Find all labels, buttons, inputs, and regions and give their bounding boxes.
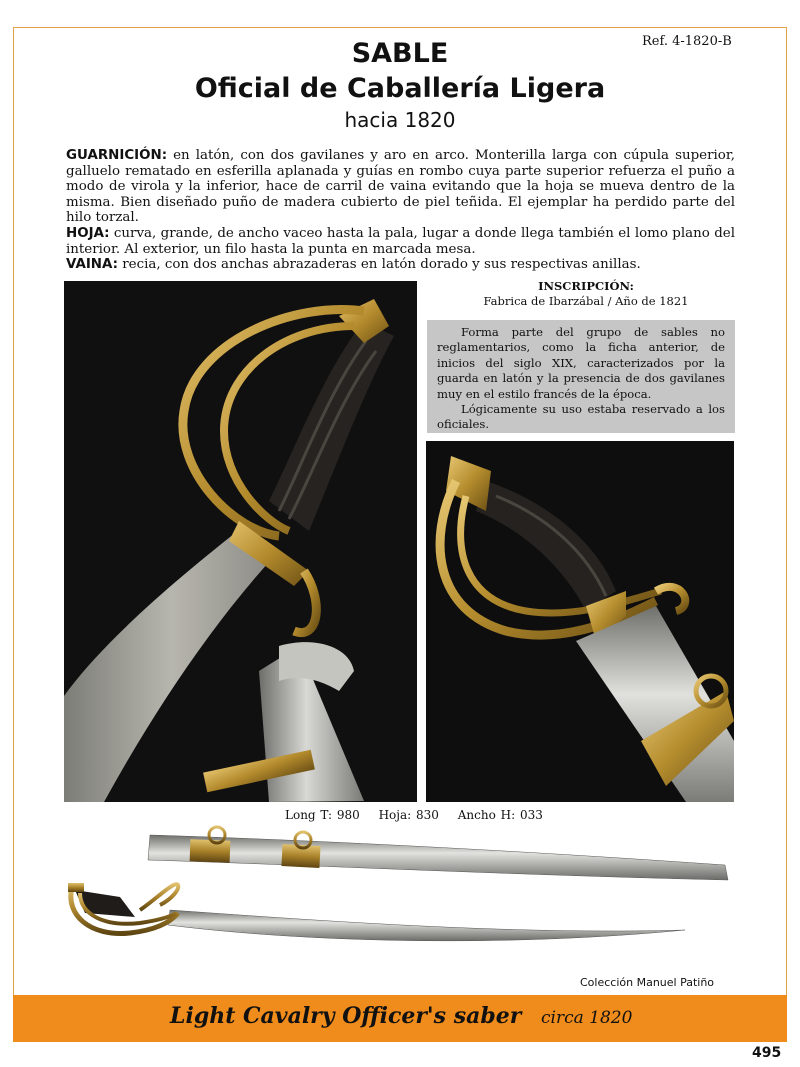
dimension-blade-width: Ancho H: 033 — [457, 808, 543, 822]
note-paragraph: Lógicamente su uso estaba reservado a los oficiales. — [437, 402, 725, 432]
full-saber-photo — [60, 825, 740, 975]
description-paragraph-vaina — [66, 257, 735, 273]
description-text: curva, grande, de ancho vaceo hasta la pala, lugar a donde llega también el lomo plano del interior. Al exterior, un filo hasta la punta en marcada mesa. — [66, 225, 735, 257]
guard-detail-photo — [426, 441, 734, 802]
description-label: GUARNICIÓN: — [66, 148, 168, 163]
dimension-blade-length: Hoja: 830 — [378, 808, 439, 822]
description-label: VAINA: — [66, 257, 118, 273]
inscription-text: Fabrica de Ibarzábal / Año de 1821 — [483, 294, 689, 308]
english-date: circa 1820 — [541, 1008, 633, 1028]
description-block — [66, 148, 735, 273]
page-title: SABLE — [351, 38, 449, 69]
english-title: Light Cavalry Officer's saber — [170, 1003, 522, 1029]
dimension-total-length: Long T: 980 — [285, 808, 360, 822]
dimensions-line — [285, 808, 557, 822]
description-text: en latón, con dos gavilanes y aro en arco. Monterilla larga con cúpula superior, galluelo rematado en esferilla aplanada y guías en rombo cuya parte superior refuerza el puño a modo de virola y la inferior, hace de carril de vaina evitando que la hoja se mueva dentro de la misma. Bien diseñado puño de madera cubierto de piel teñida. El ejemplar ha perdido parte del hilo torzal. — [66, 148, 735, 226]
date-subtitle: hacia 1820 — [344, 108, 456, 132]
inscription-title: INSCRIPCIÓN: — [538, 279, 634, 293]
note-paragraph: Forma parte del grupo de sables no reglamentarios, como la ficha anterior, de inicios del siglo XIX, caracterizados por la guarda en latón y la presencia de dos gavilanes muy en el estilo francés de la época. — [437, 325, 725, 401]
description-text: recia, con dos anchas abrazaderas en latón dorado y sus respectivas anillas. — [117, 257, 641, 273]
description-label: HOJA: — [66, 225, 110, 241]
description-paragraph-guarnicion — [66, 148, 735, 226]
hilt-closeup-photo — [64, 281, 417, 802]
note-box — [427, 320, 735, 433]
reference-code: Ref. 4-1820-B — [642, 34, 732, 49]
description-paragraph-hoja — [66, 226, 735, 257]
collection-credit: Colección Manuel Patiño — [580, 976, 715, 989]
page-number: 495 — [752, 1045, 782, 1061]
page-subtitle: Oficial de Caballería Ligera — [194, 73, 606, 104]
